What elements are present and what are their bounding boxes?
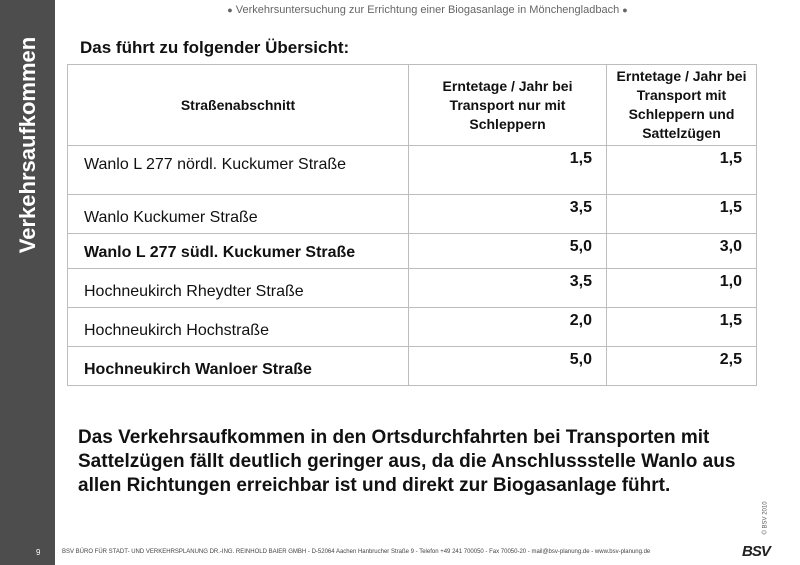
table-row bbox=[68, 308, 757, 347]
cell-tractor-trailer: 1,5 bbox=[607, 308, 757, 347]
cell-tractor: 3,5 bbox=[409, 195, 607, 234]
sidebar-title: Verkehrsaufkommen bbox=[15, 36, 40, 254]
cell-tractor: 1,5 bbox=[409, 146, 607, 195]
cell-tractor-trailer: 3,0 bbox=[607, 234, 757, 269]
cell-section: Wanlo L 277 nördl. Kuckumer Straße bbox=[68, 146, 409, 195]
copyright-note: © BSV 2010 bbox=[763, 501, 770, 535]
footer-text: BSV BÜRO FÜR STADT- UND VERKEHRSPLANUNG DR.-ING. REINHOLD BAIER GMBH - D-52064 Aachen Hanbrucher Straße 9 - Telefon +49 241 700050 - Fax 70050-20 - mail@bsv-planung.de - www.bsv-planung.de bbox=[62, 549, 651, 555]
slide-header bbox=[55, 4, 800, 16]
table-row bbox=[68, 146, 757, 195]
cell-tractor: 5,0 bbox=[409, 234, 607, 269]
table-row bbox=[68, 195, 757, 234]
overview-table bbox=[67, 64, 757, 386]
column-header-tractor: Erntetage / Jahr bei Transport nur mit Schleppern bbox=[409, 65, 607, 146]
cell-tractor-trailer: 1,0 bbox=[607, 269, 757, 308]
table-row bbox=[68, 269, 757, 308]
bullet-icon: ● bbox=[227, 5, 233, 15]
page-title: Das führt zu folgender Übersicht: bbox=[80, 38, 350, 57]
sidebar bbox=[0, 0, 55, 565]
cell-tractor: 5,0 bbox=[409, 347, 607, 386]
bsv-logo: BSV bbox=[742, 543, 770, 560]
cell-section: Wanlo L 277 südl. Kuckumer Straße bbox=[68, 234, 409, 269]
table-header-row bbox=[68, 65, 757, 146]
cell-section: Hochneukirch Wanloer Straße bbox=[68, 347, 409, 386]
summary-text: Das Verkehrsaufkommen in den Ortsdurchfahrten bei Transporten mit Sattelzügen fällt deutlich geringer aus, da die Anschlussstelle Wanlo aus allen Richtungen erreichbar ist und direkt zur Biogasanlage führt. bbox=[78, 427, 736, 496]
cell-tractor: 3,5 bbox=[409, 269, 607, 308]
column-header-tractor-trailer: Erntetage / Jahr bei Transport mit Schleppern und Sattelzügen bbox=[607, 65, 757, 146]
bullet-icon: ● bbox=[622, 5, 628, 15]
column-header-section: Straßenabschnitt bbox=[68, 65, 409, 146]
header-title: Verkehrsuntersuchung zur Errichtung einer Biogasanlage in Mönchengladbach bbox=[235, 4, 620, 16]
cell-tractor-trailer: 1,5 bbox=[607, 195, 757, 234]
cell-section: Hochneukirch Rheydter Straße bbox=[68, 269, 409, 308]
cell-section: Wanlo Kuckumer Straße bbox=[68, 195, 409, 234]
table-row bbox=[68, 347, 757, 386]
cell-tractor-trailer: 2,5 bbox=[607, 347, 757, 386]
cell-tractor-trailer: 1,5 bbox=[607, 146, 757, 195]
cell-tractor: 2,0 bbox=[409, 308, 607, 347]
table-row bbox=[68, 234, 757, 269]
cell-section: Hochneukirch Hochstraße bbox=[68, 308, 409, 347]
page-number: 9 bbox=[36, 548, 41, 557]
